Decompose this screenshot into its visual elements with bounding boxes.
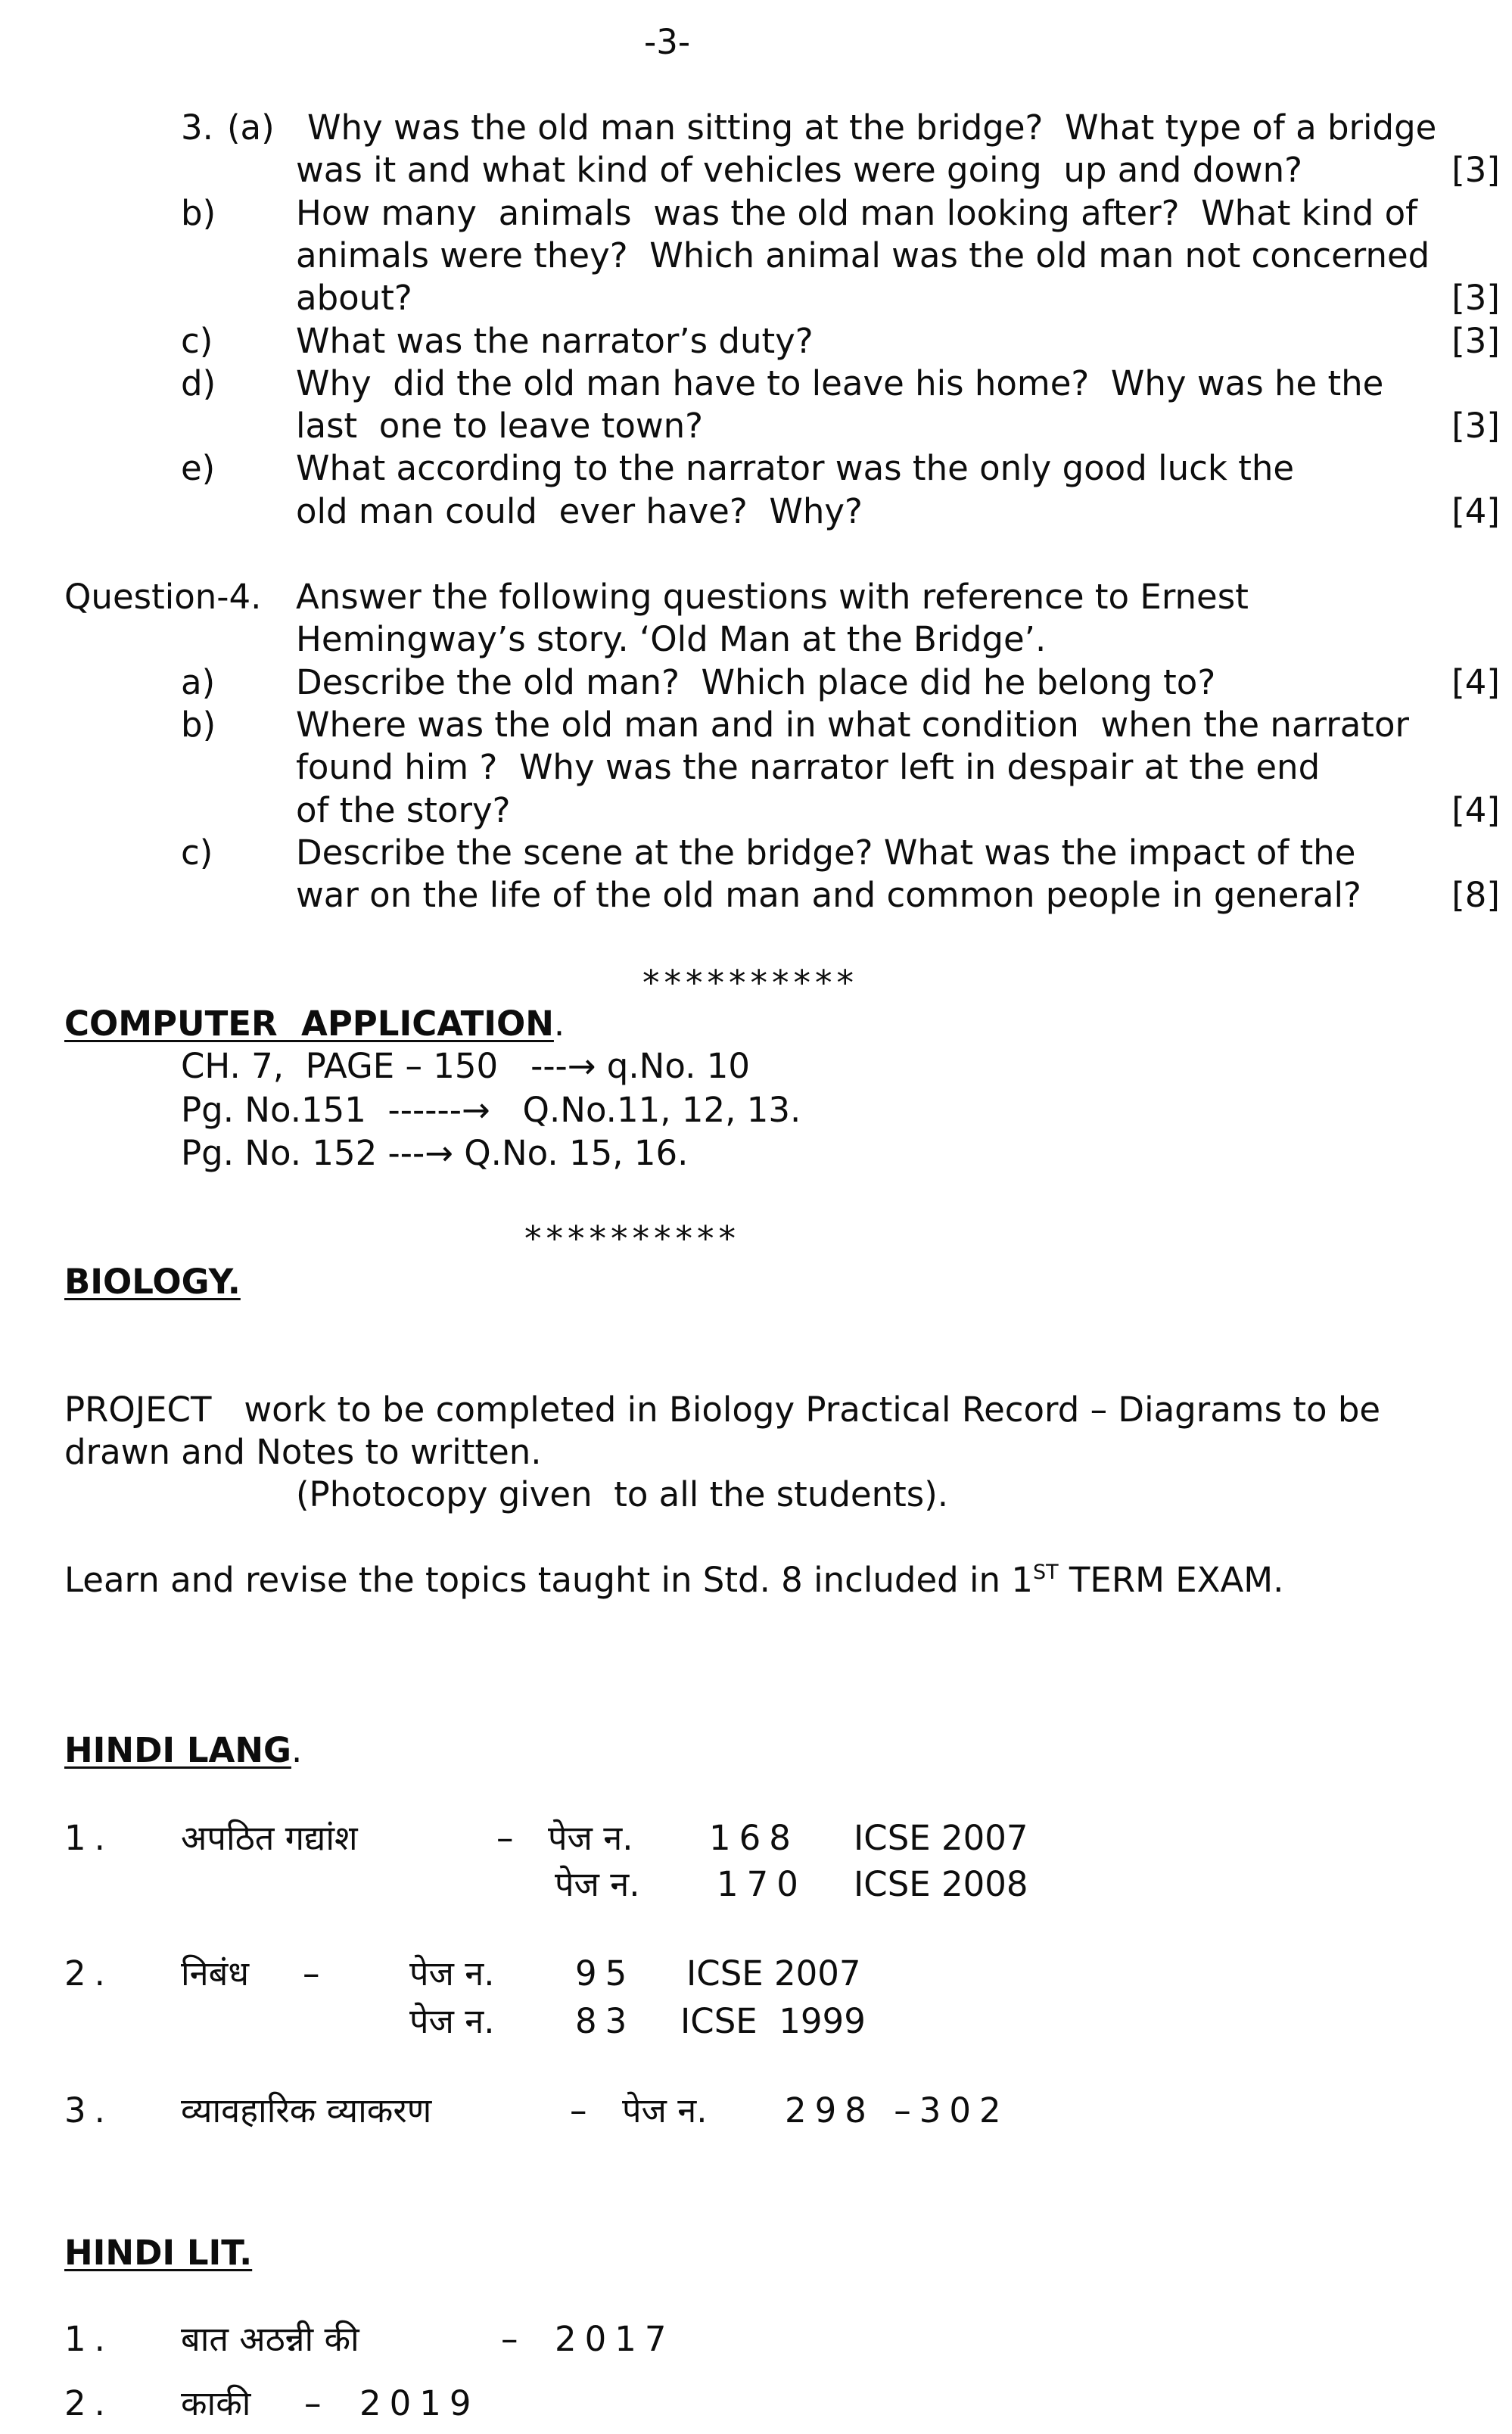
q3-part-a-line: Why was the old man sitting at the bridge? What type of a bridge	[307, 107, 1437, 148]
item-title: निबंध	[181, 1953, 250, 1994]
exam-ref: ICSE 2008	[854, 1864, 1028, 1904]
q4-part-a-marks: [4]	[1451, 662, 1500, 702]
item-title: काकी	[181, 2383, 251, 2423]
q3-part-e-line: What according to the narrator was the only good luck the	[296, 448, 1295, 488]
q4-part-c-marks: [8]	[1451, 875, 1500, 915]
page-number-ref: 170	[717, 1864, 807, 1904]
q3-number: 3.	[181, 107, 213, 148]
q3-part-d-line: last one to leave town?	[296, 406, 704, 446]
page-label: पेज न.	[622, 2090, 708, 2131]
q4-part-c-label: c)	[181, 833, 213, 873]
page-number-ref: 83	[575, 2001, 636, 2041]
page-number-ref: 298 –302	[785, 2090, 1010, 2131]
q4-part-b-line: Where was the old man and in what condition when the narrator	[296, 705, 1409, 745]
q3-part-d-label: d)	[181, 363, 216, 403]
item-number: 2.	[64, 1953, 114, 1994]
item-year: 2017	[555, 2319, 675, 2359]
item-dash: –	[303, 1953, 320, 1994]
project-line: drawn and Notes to written.	[64, 1432, 542, 1472]
q3-part-b-line: animals were they? Which animal was the old man not concerned	[296, 235, 1430, 275]
q3-part-d-marks: [3]	[1451, 406, 1500, 446]
q3-part-e-line: old man could ever have? Why?	[296, 491, 863, 531]
heading-period: .	[553, 1004, 565, 1044]
q3-part-b-label: b)	[181, 193, 216, 233]
item-number: 3.	[64, 2090, 114, 2131]
q3-part-c-label: c)	[181, 321, 213, 361]
q3-part-b-line: about?	[296, 278, 412, 318]
q4-part-b-line: of the story?	[296, 790, 511, 830]
assignment-line: Pg. No.151 ------→ Q.No.11, 12, 13.	[181, 1090, 801, 1130]
item-year: 2019	[359, 2383, 480, 2423]
page-number: -3-	[644, 22, 691, 62]
q4-part-b-line: found him ? Why was the narrator left in despair at the end	[296, 747, 1321, 787]
q3-part-c-line: What was the narrator’s duty?	[296, 321, 814, 361]
exam-ref: ICSE 2007	[686, 1953, 861, 1994]
q3-part-b-marks: [3]	[1451, 278, 1500, 318]
section-heading	[64, 1729, 302, 1772]
assignment-line: Pg. No. 152 ---→ Q.No. 15, 16.	[181, 1133, 689, 1173]
item-dash: –	[501, 2319, 518, 2359]
section-separator: **********	[642, 963, 858, 1003]
page-label: पेज न.	[548, 1818, 633, 1858]
exam-ref: ICSE 1999	[680, 2001, 866, 2041]
revise-line	[64, 1559, 1283, 1601]
q3-part-e-marks: [4]	[1451, 491, 1500, 531]
page-label: पेज न.	[409, 2001, 495, 2041]
q4-part-a-label: a)	[181, 662, 216, 702]
assignment-line: CH. 7, PAGE – 150 ---→ q.No. 10	[181, 1046, 750, 1086]
item-dash: –	[570, 2090, 587, 2131]
q4-intro-line: Answer the following questions with reference to Ernest	[296, 577, 1249, 617]
project-line: PROJECT work to be completed in Biology Practical Record – Diagrams to be	[64, 1390, 1381, 1430]
q4-part-c-line: war on the life of the old man and common people in general?	[296, 875, 1361, 915]
q3-part-e-label: e)	[181, 448, 216, 488]
page-label: पेज न.	[409, 1953, 495, 1994]
q3-part-b-line: How many animals was the old man looking after? What kind of	[296, 193, 1417, 233]
item-dash: –	[496, 1818, 514, 1858]
item-title: बात अठन्नी की	[181, 2319, 359, 2359]
computer-application-heading: COMPUTER APPLICATION	[64, 1004, 554, 1044]
hindi-lit-heading: HINDI LIT.	[64, 2233, 253, 2273]
q3-part-a-label: (a)	[227, 107, 275, 148]
item-number: 1.	[64, 1818, 114, 1858]
item-title: व्यावहारिक व्याकरण	[181, 2090, 432, 2131]
q4-part-a-line: Describe the old man? Which place did he belong to?	[296, 662, 1216, 702]
item-number: 2.	[64, 2383, 114, 2423]
q3-part-a-marks: [3]	[1451, 150, 1500, 190]
revise-suffix: TERM EXAM.	[1058, 1560, 1284, 1600]
q3-part-c-marks: [3]	[1451, 321, 1500, 361]
q4-intro-line: Hemingway’s story. ‘Old Man at the Bridge’.	[296, 619, 1047, 659]
q4-part-b-marks: [4]	[1451, 790, 1500, 830]
page-number-ref: 168	[709, 1818, 799, 1858]
q3-part-a-line: was it and what kind of vehicles were going up and down?	[296, 150, 1302, 190]
revise-superscript: ST	[1032, 1561, 1059, 1584]
item-title: अपठित गद्यांश	[181, 1818, 358, 1858]
photocopy-note: (Photocopy given to all the students).	[296, 1474, 949, 1514]
revise-text: Learn and revise the topics taught in Std. 8 included in 1	[64, 1560, 1033, 1600]
q4-part-b-label: b)	[181, 705, 216, 745]
page-number-ref: 95	[575, 1953, 636, 1994]
biology-heading: BIOLOGY.	[64, 1262, 241, 1302]
page-label: पेज न.	[555, 1864, 640, 1904]
heading-period: .	[291, 1730, 303, 1770]
hindi-lang-heading: HINDI LANG	[64, 1730, 291, 1770]
q4-label: Question-4.	[64, 577, 262, 617]
section-separator: **********	[524, 1219, 740, 1259]
q3-part-d-line: Why did the old man have to leave his home? Why was he the	[296, 363, 1384, 403]
section-heading	[64, 1003, 565, 1045]
exam-ref: ICSE 2007	[854, 1818, 1028, 1858]
q4-part-c-line: Describe the scene at the bridge? What was the impact of the	[296, 833, 1356, 873]
item-dash: –	[304, 2383, 322, 2423]
item-number: 1.	[64, 2319, 114, 2359]
